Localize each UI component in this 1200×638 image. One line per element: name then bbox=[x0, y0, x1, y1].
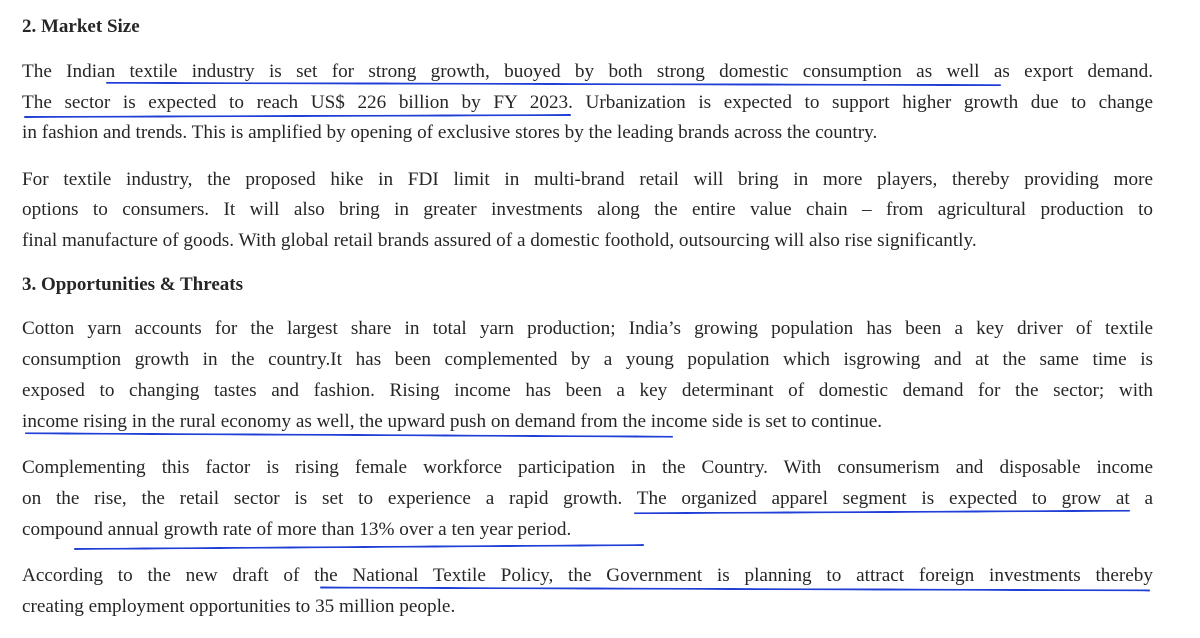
text-line: The sector is expected to reach US$ 226 billion by FY 2023. Urbanization is expected to support higher growth due to change bbox=[22, 92, 1153, 113]
text-line: income rising in the rural economy as well, the upward push on demand from the income side is set to continue. bbox=[22, 411, 883, 432]
section-heading-market-size: 2. Market Size bbox=[22, 16, 140, 37]
highlight-underline bbox=[25, 432, 673, 437]
text-line: creating employment opportunities to 35 million people. bbox=[22, 596, 456, 617]
text-line: compound annual growth rate of more than 13% over a ten year period. bbox=[22, 519, 572, 540]
text-line: The Indian textile industry is set for strong growth, buoyed by both strong domestic consumption as well as export demand. bbox=[22, 61, 1153, 82]
text-line: consumption growth in the country.It has been complemented by a young population which isgrowing and at the same time is bbox=[22, 349, 1153, 370]
highlight-underline bbox=[634, 510, 1130, 515]
highlight-underline bbox=[74, 544, 644, 550]
text-line: on the rise, the retail sector is set to experience a rapid growth. The organized apparel segment is expected to grow at a bbox=[22, 488, 1153, 509]
text-line: exposed to changing tastes and fashion. Rising income has been a key determinant of domestic demand for the sector; with bbox=[22, 380, 1153, 401]
highlight-underline bbox=[320, 587, 1150, 592]
text-line: Complementing this factor is rising female workforce participation in the Country. With consumerism and disposable income bbox=[22, 457, 1153, 478]
text-line: Cotton yarn accounts for the largest share in total yarn production; India’s growing population has been a key driver of textile bbox=[22, 318, 1153, 339]
text-line: final manufacture of goods. With global retail brands assured of a domestic foothold, outsourcing will also rise significantly. bbox=[22, 230, 977, 251]
highlight-underline bbox=[24, 114, 571, 118]
text-line: According to the new draft of the National Textile Policy, the Government is planning to attract foreign investments thereby bbox=[22, 565, 1153, 586]
text-line: in fashion and trends. This is amplified by opening of exclusive stores by the leading brands across the country. bbox=[22, 122, 878, 143]
section-heading-opportunities-threats: 3. Opportunities & Threats bbox=[22, 274, 243, 295]
text-line: For textile industry, the proposed hike in FDI limit in multi-brand retail will bring in more players, thereby providing more bbox=[22, 169, 1153, 190]
text-line: options to consumers. It will also bring in greater investments along the entire value chain – from agricultural production to bbox=[22, 199, 1153, 220]
